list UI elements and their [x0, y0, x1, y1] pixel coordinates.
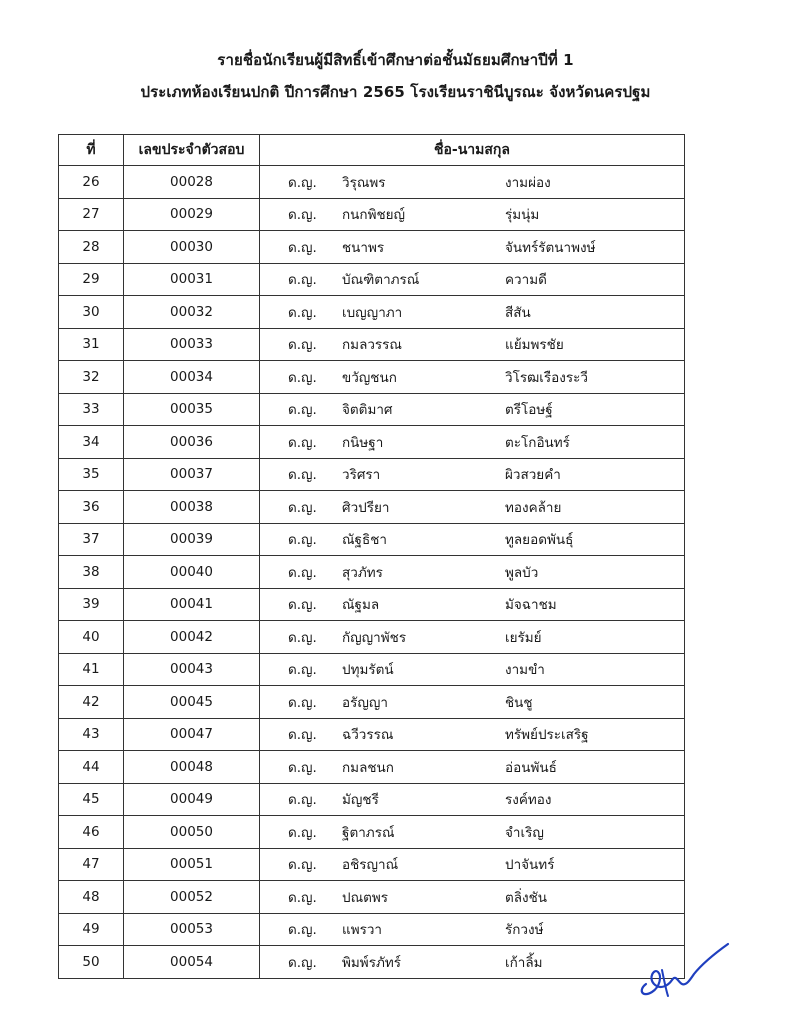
table-row [59, 523, 685, 556]
exam-id-cell: 00052 [124, 881, 260, 914]
student-name-cell [260, 881, 685, 914]
table-row [59, 458, 685, 491]
last-name: ตรีโอษฐ์ [505, 402, 553, 419]
name-prefix: ด.ญ. [288, 759, 317, 776]
last-name: จำเริญ [505, 824, 544, 841]
student-name-cell [260, 848, 685, 881]
name-prefix: ด.ญ. [288, 662, 317, 679]
name-prefix: ด.ญ. [288, 889, 317, 906]
first-name: กนกพิชยญ์ [342, 207, 406, 224]
exam-id-cell: 00034 [124, 361, 260, 394]
last-name: ทรัพย์ประเสริฐ [505, 727, 589, 744]
name-prefix: ด.ญ. [288, 467, 317, 484]
student-name-cell [260, 523, 685, 556]
table-row [59, 653, 685, 686]
table-row [59, 718, 685, 751]
name-prefix: ด.ญ. [288, 629, 317, 646]
row-number: 38 [59, 556, 124, 589]
row-number: 28 [59, 231, 124, 264]
exam-id-cell: 00033 [124, 328, 260, 361]
first-name: สุวภัทร [342, 564, 383, 581]
student-name-cell [260, 718, 685, 751]
exam-id-cell: 00028 [124, 166, 260, 199]
name-prefix: ด.ญ. [288, 922, 317, 939]
student-name-cell [260, 328, 685, 361]
student-name-cell [260, 296, 685, 329]
name-prefix: ด.ญ. [288, 174, 317, 191]
row-number: 26 [59, 166, 124, 199]
exam-id-cell: 00040 [124, 556, 260, 589]
last-name: มัจฉาชม [505, 597, 557, 614]
table-row [59, 556, 685, 589]
student-name-cell [260, 946, 685, 979]
table-row [59, 913, 685, 946]
first-name: ณัฐธิชา [342, 532, 387, 549]
column-header-name: ชื่อ-นามสกุล [260, 135, 685, 166]
table-header-row [59, 135, 685, 166]
name-prefix: ด.ญ. [288, 207, 317, 224]
last-name: วิโรฒเรืองระวี [505, 369, 588, 386]
first-name: ขวัญชนก [342, 369, 397, 386]
name-prefix: ด.ญ. [288, 337, 317, 354]
name-prefix: ด.ญ. [288, 499, 317, 516]
last-name: ตะโกอินทร์ [505, 434, 570, 451]
column-header-exam-id: เลขประจำตัวสอบ [124, 135, 260, 166]
last-name: งามผ่อง [505, 174, 551, 191]
first-name: พิมพ์รภัทร์ [342, 954, 401, 971]
table-row [59, 361, 685, 394]
table-row [59, 296, 685, 329]
name-prefix: ด.ญ. [288, 402, 317, 419]
first-name: ณัฐมล [342, 597, 380, 614]
table-body [59, 166, 685, 979]
exam-id-cell: 00053 [124, 913, 260, 946]
exam-id-cell: 00036 [124, 426, 260, 459]
student-name-cell [260, 361, 685, 394]
last-name: งามขำ [505, 662, 545, 679]
handwritten-signature [632, 932, 732, 1002]
row-number: 36 [59, 491, 124, 524]
name-prefix: ด.ญ. [288, 272, 317, 289]
last-name: รุ่มนุ่ม [505, 207, 540, 224]
last-name: รงค์ทอง [505, 792, 552, 809]
row-number: 35 [59, 458, 124, 491]
table-row [59, 751, 685, 784]
last-name: รักวงษ์ [505, 922, 544, 939]
row-number: 48 [59, 881, 124, 914]
row-number: 31 [59, 328, 124, 361]
table-row [59, 621, 685, 654]
table-row [59, 686, 685, 719]
document-subtitle: ประเภทห้องเรียนปกติ ปีการศึกษา 2565 โรงเรียนราชินีบูรณะ จังหวัดนครปฐม [140, 83, 651, 101]
last-name: เก้าลิ้ม [505, 954, 543, 971]
exam-id-cell: 00041 [124, 588, 260, 621]
name-prefix: ด.ญ. [288, 857, 317, 874]
first-name: บัณฑิตาภรณ์ [342, 272, 420, 289]
exam-id-cell: 00043 [124, 653, 260, 686]
student-name-cell [260, 621, 685, 654]
first-name: กมลชนก [342, 759, 394, 776]
first-name: กนิษฐา [342, 434, 384, 451]
name-prefix: ด.ญ. [288, 564, 317, 581]
last-name: พูลบัว [505, 564, 539, 581]
table-row [59, 881, 685, 914]
table-row [59, 231, 685, 264]
exam-id-cell: 00031 [124, 263, 260, 296]
last-name: อ่อนพันธ์ [505, 759, 557, 776]
row-number: 39 [59, 588, 124, 621]
first-name: อรัญญา [342, 694, 388, 711]
row-number: 34 [59, 426, 124, 459]
exam-id-cell: 00050 [124, 816, 260, 849]
row-number: 50 [59, 946, 124, 979]
row-number: 27 [59, 198, 124, 231]
name-prefix: ด.ญ. [288, 727, 317, 744]
exam-id-cell: 00045 [124, 686, 260, 719]
row-number: 33 [59, 393, 124, 426]
student-name-cell [260, 426, 685, 459]
exam-id-cell: 00042 [124, 621, 260, 654]
student-name-cell [260, 751, 685, 784]
row-number: 47 [59, 848, 124, 881]
table-row [59, 393, 685, 426]
first-name: อชิรญาณ์ [342, 857, 399, 874]
student-name-cell [260, 816, 685, 849]
student-name-cell [260, 686, 685, 719]
exam-id-cell: 00029 [124, 198, 260, 231]
student-name-cell [260, 458, 685, 491]
name-prefix: ด.ญ. [288, 304, 317, 321]
row-number: 45 [59, 783, 124, 816]
student-name-cell [260, 263, 685, 296]
row-number: 29 [59, 263, 124, 296]
student-name-cell [260, 166, 685, 199]
last-name: ทูลยอดพันธุ์ [505, 532, 574, 549]
row-number: 44 [59, 751, 124, 784]
first-name: ปณตพร [342, 889, 389, 906]
exam-id-cell: 00038 [124, 491, 260, 524]
name-prefix: ด.ญ. [288, 792, 317, 809]
name-prefix: ด.ญ. [288, 597, 317, 614]
last-name: ความดี [505, 272, 547, 289]
first-name: ชนาพร [342, 239, 385, 256]
row-number: 40 [59, 621, 124, 654]
first-name: วิรุณพร [342, 174, 386, 191]
first-name: ฉวีวรรณ [342, 727, 394, 744]
first-name: จิตติมาศ [342, 402, 393, 419]
table-row [59, 263, 685, 296]
document-title: รายชื่อนักเรียนผู้มีสิทธิ์เข้าศึกษาต่อชั้นมัธยมศึกษาปีที่ 1 [217, 51, 574, 69]
table-row [59, 491, 685, 524]
last-name: แย้มพรชัย [505, 337, 564, 354]
table-row [59, 816, 685, 849]
row-number: 32 [59, 361, 124, 394]
row-number: 42 [59, 686, 124, 719]
student-roster-table [58, 134, 685, 979]
exam-id-cell: 00047 [124, 718, 260, 751]
exam-id-cell: 00032 [124, 296, 260, 329]
last-name: ชินชู [505, 694, 533, 711]
last-name: สีสัน [505, 304, 531, 321]
row-number: 46 [59, 816, 124, 849]
table-row [59, 946, 685, 979]
student-name-cell [260, 913, 685, 946]
row-number: 41 [59, 653, 124, 686]
last-name: ปาจันทร์ [505, 857, 555, 874]
last-name: จันทร์รัตนาพงษ์ [505, 239, 596, 256]
table-row [59, 166, 685, 199]
row-number: 43 [59, 718, 124, 751]
name-prefix: ด.ญ. [288, 694, 317, 711]
column-header-no: ที่ [59, 135, 124, 166]
last-name: ทองคล้าย [505, 499, 562, 516]
name-prefix: ด.ญ. [288, 532, 317, 549]
table-row [59, 198, 685, 231]
exam-id-cell: 00039 [124, 523, 260, 556]
table-row [59, 426, 685, 459]
last-name: ตลิ่งชัน [505, 889, 548, 906]
name-prefix: ด.ญ. [288, 434, 317, 451]
student-name-cell [260, 783, 685, 816]
student-name-cell [260, 491, 685, 524]
exam-id-cell: 00035 [124, 393, 260, 426]
student-name-cell [260, 556, 685, 589]
row-number: 30 [59, 296, 124, 329]
first-name: แพรวา [342, 922, 383, 939]
student-name-cell [260, 588, 685, 621]
exam-id-cell: 00037 [124, 458, 260, 491]
first-name: วริศรา [342, 467, 381, 484]
first-name: ฐิตาภรณ์ [342, 824, 395, 841]
name-prefix: ด.ญ. [288, 824, 317, 841]
student-name-cell [260, 231, 685, 264]
first-name: มัญชรี [342, 792, 379, 809]
table-row [59, 783, 685, 816]
name-prefix: ด.ญ. [288, 239, 317, 256]
student-name-cell [260, 653, 685, 686]
name-prefix: ด.ญ. [288, 369, 317, 386]
exam-id-cell: 00030 [124, 231, 260, 264]
first-name: ปทุมรัตน์ [342, 662, 394, 679]
first-name: กัญญาพัชร [342, 629, 407, 646]
student-name-cell [260, 198, 685, 231]
table-row [59, 328, 685, 361]
first-name: เบญญาภา [342, 304, 403, 321]
last-name: ผิวสวยคำ [505, 467, 561, 484]
last-name: เยรัมย์ [505, 629, 542, 646]
table-row [59, 848, 685, 881]
table-row [59, 588, 685, 621]
exam-id-cell: 00049 [124, 783, 260, 816]
student-name-cell [260, 393, 685, 426]
row-number: 37 [59, 523, 124, 556]
first-name: กมลวรรณ [342, 337, 402, 354]
row-number: 49 [59, 913, 124, 946]
exam-id-cell: 00054 [124, 946, 260, 979]
first-name: ศิวปรียา [342, 499, 390, 516]
exam-id-cell: 00048 [124, 751, 260, 784]
name-prefix: ด.ญ. [288, 954, 317, 971]
exam-id-cell: 00051 [124, 848, 260, 881]
